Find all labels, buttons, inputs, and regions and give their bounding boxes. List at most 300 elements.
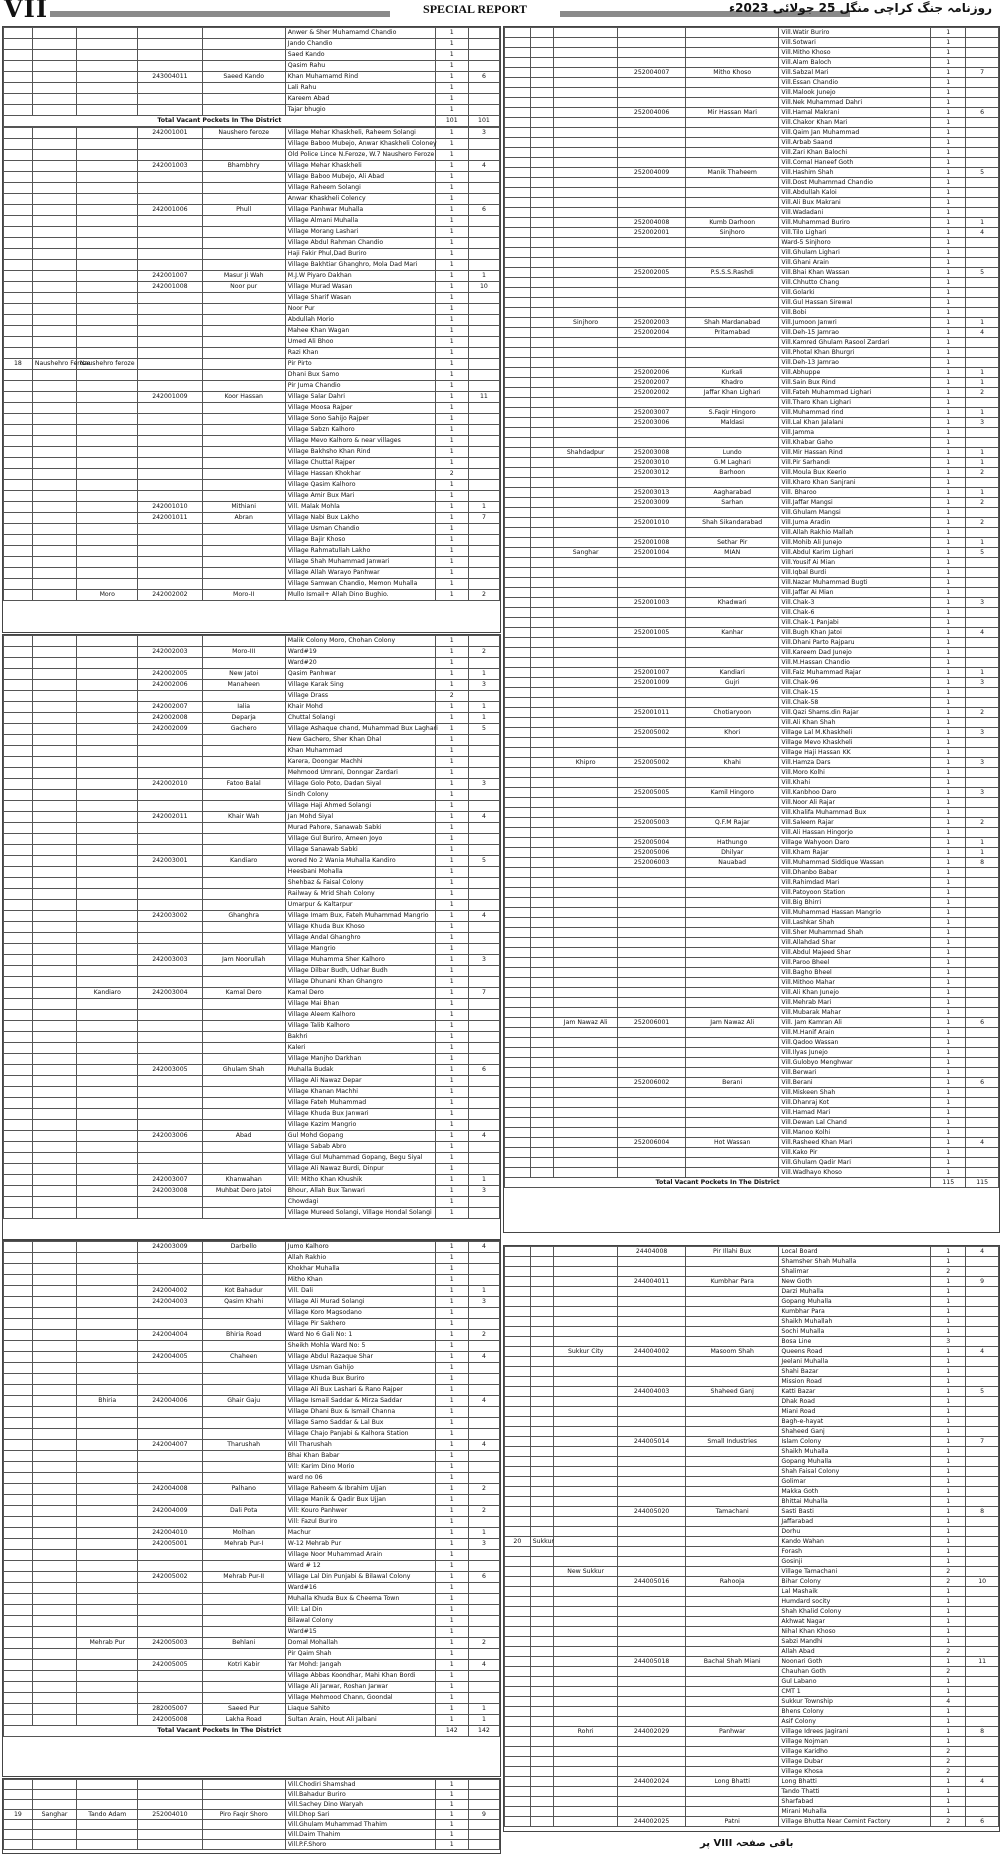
district-no-cell <box>4 845 33 856</box>
village-cell: Vill.Ghani Arain <box>779 258 931 268</box>
taluka-cell <box>554 958 618 968</box>
vacant-cell: 1 <box>966 378 999 388</box>
uc-name-cell <box>202 1153 285 1164</box>
uc-code-cell <box>618 1377 686 1387</box>
district-cell <box>32 1264 76 1275</box>
district-no-cell <box>505 148 531 158</box>
district-cell <box>32 1495 76 1506</box>
village-cell: Village Sharif Wasan <box>285 293 435 304</box>
uc-name-cell <box>685 1108 778 1118</box>
vacant-cell: 1 <box>468 669 499 680</box>
uc-name-cell <box>685 698 778 708</box>
district-cell <box>32 491 76 502</box>
taluka-cell <box>554 1277 618 1287</box>
district-cell <box>530 908 553 918</box>
taluka-cell <box>554 138 618 148</box>
uc-code-cell: 252004009 <box>618 168 686 178</box>
district-cell <box>32 83 76 94</box>
table-row <box>505 678 999 688</box>
taluka-cell <box>554 168 618 178</box>
taluka-cell <box>554 1038 618 1048</box>
table-row <box>505 398 999 408</box>
district-cell <box>530 848 553 858</box>
district-no-cell <box>4 271 33 282</box>
village-cell: Bosa Line <box>779 1337 931 1347</box>
count-cell: 1 <box>435 1087 468 1098</box>
village-cell: Village Bajir Khoso <box>285 535 435 546</box>
taluka-cell <box>77 392 138 403</box>
count-cell: 2 <box>931 1817 966 1827</box>
district-no-cell <box>4 1440 33 1451</box>
count-cell: 1 <box>435 647 468 658</box>
vacant-cell <box>966 288 999 298</box>
district-cell <box>530 958 553 968</box>
district-cell <box>530 1757 553 1767</box>
village-cell: Vill.Deh-15 Jamrao <box>779 328 931 338</box>
taluka-cell <box>77 922 138 933</box>
vacant-cell <box>468 1627 499 1638</box>
district-no-cell <box>4 194 33 205</box>
uc-name-cell <box>202 768 285 779</box>
village-cell: Vill.Khabar Gaho <box>779 438 931 448</box>
district-cell <box>32 1671 76 1682</box>
count-cell: 1 <box>435 315 468 326</box>
table-row <box>4 1208 500 1219</box>
uc-name-cell: Mir Hassan Mari <box>685 108 778 118</box>
table-row <box>505 58 999 68</box>
table-row <box>4 1407 500 1418</box>
district-cell <box>32 1704 76 1715</box>
village-cell: Vill.Qadoo Wassan <box>779 1038 931 1048</box>
vacant-cell <box>468 1561 499 1572</box>
vacant-cell <box>966 208 999 218</box>
uc-code-cell <box>138 150 202 161</box>
uc-name-cell <box>202 1418 285 1429</box>
count-cell: 1 <box>931 298 966 308</box>
uc-code-cell: 252001007 <box>618 668 686 678</box>
vacant-cell <box>966 198 999 208</box>
district-cell <box>32 1054 76 1065</box>
count-cell: 1 <box>931 1008 966 1018</box>
count-cell: 1 <box>435 900 468 911</box>
village-cell: Village Baboo Mubejo, Ali Abad <box>285 172 435 183</box>
uc-code-cell <box>138 1840 202 1850</box>
district-cell <box>530 1477 553 1487</box>
uc-name-cell <box>685 1407 778 1417</box>
taluka-cell <box>554 918 618 928</box>
district-cell <box>530 1747 553 1757</box>
district-no-cell <box>505 1657 531 1667</box>
count-cell: 1 <box>435 61 468 72</box>
table-row <box>4 1561 500 1572</box>
vacant-cell <box>468 535 499 546</box>
table-row <box>4 1495 500 1506</box>
district-no-cell <box>505 1048 531 1058</box>
village-cell: Village Ismail Saddar & Mirza Saddar <box>285 1396 435 1407</box>
vacant-cell <box>966 1158 999 1168</box>
district-cell <box>530 28 553 38</box>
table-row <box>505 1747 999 1757</box>
count-cell: 1 <box>931 648 966 658</box>
village-cell: Village Mureed Solangi, Village Hondal Solangi <box>285 1208 435 1219</box>
uc-name-cell <box>685 118 778 128</box>
count-cell: 1 <box>435 1109 468 1120</box>
district-no-cell <box>505 428 531 438</box>
left-table-3 <box>3 1241 500 1737</box>
district-no-cell <box>4 889 33 900</box>
count-cell: 1 <box>931 468 966 478</box>
district-no-cell <box>4 1197 33 1208</box>
district-cell <box>530 1297 553 1307</box>
table-row <box>4 370 500 381</box>
count-cell: 1 <box>931 1467 966 1477</box>
district-cell <box>530 1048 553 1058</box>
district-cell <box>530 608 553 618</box>
uc-name-cell: Lakha Road <box>202 1715 285 1726</box>
table-row <box>505 588 999 598</box>
vacant-cell <box>966 1447 999 1457</box>
vacant-cell <box>468 1671 499 1682</box>
vacant-cell: 4 <box>468 161 499 172</box>
village-cell: Vill.Ghulam Qadir Mari <box>779 1158 931 1168</box>
village-cell: Village Mangrio <box>285 944 435 955</box>
count-cell: 1 <box>435 1451 468 1462</box>
count-cell: 1 <box>931 1787 966 1797</box>
district-cell <box>32 1186 76 1197</box>
village-cell: Vill.Dhop Sari <box>285 1810 435 1820</box>
uc-code-cell: 242004005 <box>138 1352 202 1363</box>
uc-name-cell <box>202 425 285 436</box>
uc-code-cell <box>138 1385 202 1396</box>
uc-code-cell <box>138 1341 202 1352</box>
vacant-cell: 6 <box>966 1078 999 1088</box>
uc-code-cell <box>618 478 686 488</box>
table-row <box>4 337 500 348</box>
uc-code-cell: 242004007 <box>138 1440 202 1451</box>
count-cell: 1 <box>435 1131 468 1142</box>
uc-code-cell <box>618 1287 686 1297</box>
count-cell: 1 <box>931 1727 966 1737</box>
district-cell <box>530 1387 553 1397</box>
district-cell <box>530 508 553 518</box>
village-cell: Vill.Alam Baloch <box>779 58 931 68</box>
vacant-cell <box>468 1517 499 1528</box>
taluka-cell <box>77 977 138 988</box>
uc-code-cell: 244004003 <box>618 1387 686 1397</box>
taluka-cell <box>77 348 138 359</box>
district-no-cell <box>4 1109 33 1120</box>
district-cell <box>530 928 553 938</box>
district-no-cell <box>4 1682 33 1693</box>
uc-name-cell <box>202 315 285 326</box>
taluka-cell <box>554 378 618 388</box>
vacant-cell: 6 <box>468 1065 499 1076</box>
district-no-cell <box>4 1528 33 1539</box>
uc-name-cell <box>202 61 285 72</box>
uc-code-cell: 252003013 <box>618 488 686 498</box>
uc-code-cell <box>618 1757 686 1767</box>
village-cell: Vill.Sher Muhammad Shah <box>779 928 931 938</box>
uc-name-cell <box>685 198 778 208</box>
vacant-cell: 1 <box>966 368 999 378</box>
uc-code-cell <box>138 1407 202 1418</box>
taluka-cell <box>77 447 138 458</box>
district-no-cell <box>4 1352 33 1363</box>
village-cell: Village Mevo Khaskheli <box>779 738 931 748</box>
uc-name-cell <box>202 260 285 271</box>
vacant-cell <box>966 1357 999 1367</box>
vacant-cell: 4 <box>966 1777 999 1787</box>
uc-name-cell <box>202 579 285 590</box>
uc-code-cell <box>138 403 202 414</box>
taluka-cell <box>77 1021 138 1032</box>
taluka-cell <box>554 1247 618 1257</box>
village-cell: Vill.Kham Rajar <box>779 848 931 858</box>
district-cell <box>530 138 553 148</box>
district-no-cell <box>505 1767 531 1777</box>
taluka-cell <box>77 1098 138 1109</box>
vacant-cell <box>468 194 499 205</box>
village-cell: Gul Labano <box>779 1677 931 1687</box>
vacant-cell <box>966 1367 999 1377</box>
uc-code-cell <box>618 1038 686 1048</box>
taluka-cell <box>554 158 618 168</box>
uc-code-cell: 242002009 <box>138 724 202 735</box>
taluka-cell: Kandiaro <box>77 988 138 999</box>
uc-name-cell: Lundo <box>685 448 778 458</box>
taluka-cell <box>554 38 618 48</box>
table-row <box>505 568 999 578</box>
table-row <box>4 790 500 801</box>
village-cell: Village Manjho Darkhan <box>285 1054 435 1065</box>
uc-code-cell <box>618 1797 686 1807</box>
district-no-cell <box>4 1120 33 1131</box>
count-cell: 1 <box>931 1687 966 1697</box>
uc-name-cell: Masur Ji Wah <box>202 271 285 282</box>
village-cell: New Gachero, Sher Khan Dhal <box>285 735 435 746</box>
district-cell <box>32 1790 76 1800</box>
uc-code-cell <box>618 968 686 978</box>
taluka-cell <box>554 1307 618 1317</box>
district-cell <box>530 298 553 308</box>
uc-name-cell: Khair Wah <box>202 812 285 823</box>
count-cell: 1 <box>931 148 966 158</box>
uc-name-cell <box>685 608 778 618</box>
taluka-cell <box>554 408 618 418</box>
count-cell: 1 <box>931 268 966 278</box>
uc-code-cell <box>618 1118 686 1128</box>
district-no-cell <box>4 1451 33 1462</box>
vacant-cell: 2 <box>468 1484 499 1495</box>
uc-name-cell <box>685 1008 778 1018</box>
district-cell <box>32 480 76 491</box>
uc-code-cell <box>138 900 202 911</box>
table-row <box>4 83 500 94</box>
count-cell: 1 <box>931 578 966 588</box>
count-cell: 1 <box>931 628 966 638</box>
district-no-cell <box>4 1264 33 1275</box>
uc-name-cell: Kamal Dero <box>202 988 285 999</box>
uc-code-cell <box>618 1267 686 1277</box>
count-cell: 1 <box>931 1098 966 1108</box>
taluka-cell <box>554 1627 618 1637</box>
taluka-cell <box>554 1337 618 1347</box>
vacant-cell <box>468 83 499 94</box>
village-cell: Vill.Hamal Makrani <box>779 108 931 118</box>
count-cell: 1 <box>931 228 966 238</box>
table-row <box>505 1677 999 1687</box>
uc-code-cell: 242001006 <box>138 205 202 216</box>
district-cell: Sanghar <box>32 1810 76 1820</box>
taluka-cell <box>554 498 618 508</box>
village-cell: Islam Colony <box>779 1437 931 1447</box>
table-row <box>505 668 999 678</box>
taluka-cell <box>554 808 618 818</box>
district-no-cell <box>4 1142 33 1153</box>
uc-name-cell <box>202 1451 285 1462</box>
uc-name-cell: Abad <box>202 1131 285 1142</box>
uc-name-cell <box>202 172 285 183</box>
table-row <box>4 1671 500 1682</box>
uc-code-cell <box>138 1473 202 1484</box>
uc-name-cell <box>202 1032 285 1043</box>
table-row <box>4 702 500 713</box>
taluka-cell <box>554 1717 618 1727</box>
vacant-cell <box>966 1787 999 1797</box>
uc-code-cell <box>618 868 686 878</box>
village-cell: Vill.Chak-6 <box>779 608 931 618</box>
uc-name-cell: Shaheed Ganj <box>685 1387 778 1397</box>
count-cell: 1 <box>931 778 966 788</box>
taluka-cell <box>554 1457 618 1467</box>
table-row <box>505 738 999 748</box>
village-cell: Vill.Moula Bux Keerio <box>779 468 931 478</box>
table-row <box>4 1682 500 1693</box>
uc-name-cell: Koor Hassan <box>202 392 285 403</box>
uc-code-cell: 242003004 <box>138 988 202 999</box>
count-cell: 1 <box>931 558 966 568</box>
uc-code-cell <box>138 922 202 933</box>
table-row <box>505 38 999 48</box>
district-cell <box>32 1032 76 1043</box>
taluka-cell <box>554 1297 618 1307</box>
uc-name-cell <box>685 968 778 978</box>
vacant-cell <box>468 1275 499 1286</box>
village-cell: Village Khuda Bux Buriro <box>285 1374 435 1385</box>
district-no-cell <box>4 1396 33 1407</box>
district-no-cell <box>4 392 33 403</box>
taluka-cell <box>554 1767 618 1777</box>
uc-code-cell: 252001009 <box>618 678 686 688</box>
uc-code-cell <box>618 1717 686 1727</box>
taluka-cell <box>554 398 618 408</box>
village-cell: Village Bakhtiar Ghanghro, Mola Dad Mari <box>285 260 435 271</box>
table-row <box>505 138 999 148</box>
taluka-cell: Sanghar <box>554 548 618 558</box>
uc-name-cell <box>685 1687 778 1697</box>
uc-name-cell <box>685 1158 778 1168</box>
district-cell <box>530 1677 553 1687</box>
village-cell: Vill.Tharo Khan Lighari <box>779 398 931 408</box>
table-row <box>505 118 999 128</box>
district-cell <box>530 1617 553 1627</box>
vacant-cell: 1 <box>966 668 999 678</box>
village-cell: Lali Rahu <box>285 83 435 94</box>
left-table-1a <box>3 27 500 127</box>
count-cell: 1 <box>931 1537 966 1547</box>
vacant-cell: 8 <box>966 1727 999 1737</box>
uc-name-cell <box>202 194 285 205</box>
district-no-cell <box>4 669 33 680</box>
count-cell: 1 <box>931 588 966 598</box>
table-row <box>505 1647 999 1657</box>
district-no-cell <box>505 108 531 118</box>
table-row <box>4 1550 500 1561</box>
count-cell: 1 <box>931 1407 966 1417</box>
uc-code-cell: 252002004 <box>618 328 686 338</box>
district-no-cell <box>4 1627 33 1638</box>
taluka-cell <box>554 1687 618 1697</box>
district-no-cell <box>505 1058 531 1068</box>
uc-code-cell: 242002005 <box>138 669 202 680</box>
taluka-cell <box>77 105 138 116</box>
table-row <box>4 1054 500 1065</box>
village-cell: Mahee Khan Wagan <box>285 326 435 337</box>
vacant-cell <box>966 528 999 538</box>
vacant-cell <box>468 227 499 238</box>
district-cell <box>32 282 76 293</box>
vacant-cell <box>468 326 499 337</box>
uc-name-cell: Kumb Darhoon <box>685 218 778 228</box>
count-cell: 1 <box>435 1374 468 1385</box>
uc-code-cell <box>618 398 686 408</box>
district-cell <box>32 1418 76 1429</box>
taluka-cell <box>554 1577 618 1587</box>
district-cell <box>530 1767 553 1777</box>
vacant-cell <box>966 748 999 758</box>
table-row <box>505 988 999 998</box>
village-cell: Machur <box>285 1528 435 1539</box>
district-cell <box>32 1627 76 1638</box>
count-cell: 1 <box>931 38 966 48</box>
district-cell <box>32 757 76 768</box>
district-no-cell <box>4 403 33 414</box>
uc-name-cell <box>685 718 778 728</box>
vacant-cell <box>468 867 499 878</box>
table-row <box>505 1577 999 1587</box>
district-no-cell <box>505 1667 531 1677</box>
taluka-cell <box>554 348 618 358</box>
district-cell <box>530 728 553 738</box>
district-cell <box>530 288 553 298</box>
uc-code-cell <box>138 1820 202 1830</box>
table-row <box>4 867 500 878</box>
table-row <box>505 1287 999 1297</box>
uc-name-cell: Khadro <box>685 378 778 388</box>
village-cell: Village Amir Bux Mari <box>285 491 435 502</box>
village-cell: Chauhan Goth <box>779 1667 931 1677</box>
count-cell: 1 <box>435 944 468 955</box>
table-row <box>4 1820 500 1830</box>
taluka-cell <box>77 636 138 647</box>
table-row <box>505 498 999 508</box>
district-no-cell <box>4 922 33 933</box>
taluka-cell <box>554 1128 618 1138</box>
district-cell <box>32 414 76 425</box>
village-cell: Vill.Iqbal Burdi <box>779 568 931 578</box>
village-cell: Village Karidho <box>779 1747 931 1757</box>
uc-code-cell: 252003007 <box>618 408 686 418</box>
